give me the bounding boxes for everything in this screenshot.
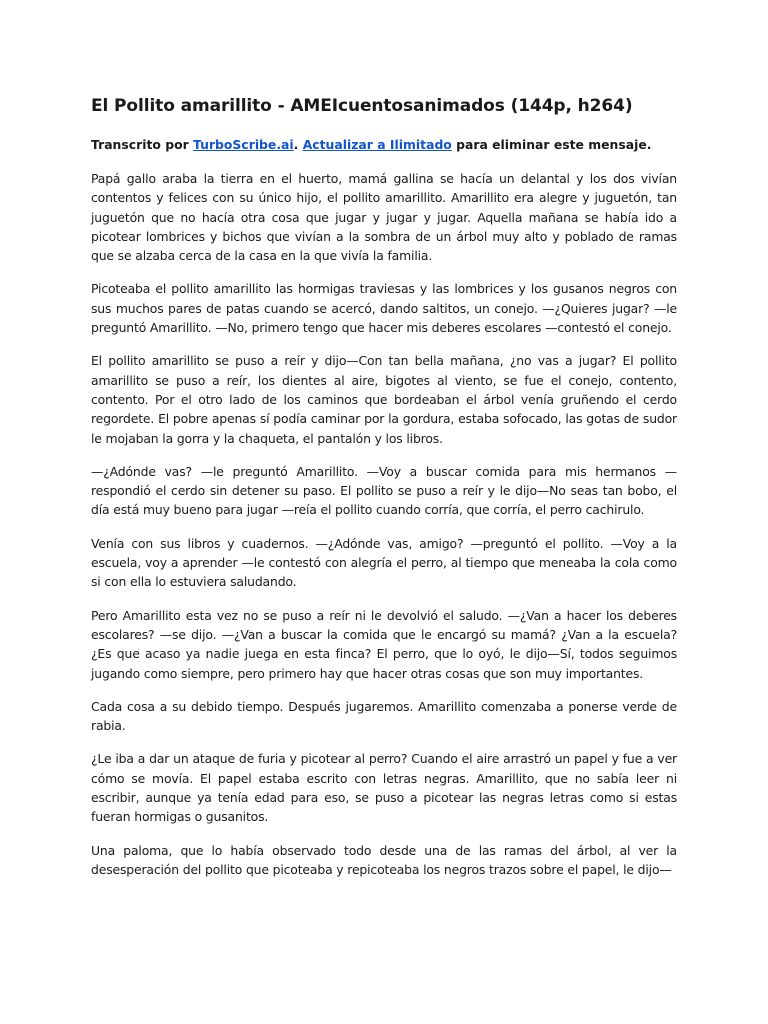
paragraph: Picoteaba el pollito amarillito las hormigas traviesas y las lombrices y los gusanos negros con sus muchos pares de patas cuando se acercó, dando saltitos, un conejo. —¿Quieres jugar? —le preguntó Amarillito. —No, primero tengo que hacer mis deberes escolares —contestó el conejo. bbox=[91, 281, 677, 336]
paragraph: Pero Amarillito esta vez no se puso a reír ni le devolvió el saludo. —¿Van a hacer los deberes escolares? —se dijo. —¿Van a buscar la comida que le encargó su mamá? ¿Van a la escuela? ¿Es que acaso ya nadie juega en esta finca? El perro, que lo oyó, le dijo—Sí, todos seguimos jugando como siempre, pero primero hay que hacer otras cosas que son muy importantes. bbox=[91, 607, 677, 681]
paragraph: Venía con sus libros y cuadernos. —¿Adónde vas, amigo? —preguntó el pollito. —Voy a la escuela, voy a aprender —le contestó con alegría el perro, al tiempo que meneaba la cola como si con ella lo estuviera saludando. bbox=[91, 535, 677, 590]
paragraph: Papá gallo araba la tierra en el huerto, mamá gallina se hacía un delantal y los dos vivían contentos y felices con su único hijo, el pollito amarillito. Amarillito era alegre y juguetón, tan juguetón que no hacía otra cosa que jugar y jugar y jugar. Aquella mañana se había ido a picotear lombrices y bichos que vivían a la sombra de un árbol muy alto y poblado de ramas que se alzaba cerca de la casa en la que vivía la familia. bbox=[91, 171, 677, 264]
paragraph: Una paloma, que lo había observado todo desde una de las ramas del árbol, al ver la desesperación del pollito que picoteaba y repicoteaba los negros trazos sobre el papel, le dijo— bbox=[91, 842, 677, 877]
transcription-notice bbox=[91, 135, 677, 154]
paragraph: —¿Adónde vas? —le preguntó Amarillito. —Voy a buscar comida para mis hermanos — respondió el cerdo sin detener su paso. El pollito se puso a reír y le dijo—No seas tan bobo, el día está muy bueno para jugar —reía el pollito cuando corría, que corría, el perro cachirulo. bbox=[91, 463, 677, 518]
turboscribe-link[interactable]: TurboScribe.ai bbox=[193, 137, 294, 152]
notice-prefix: Transcrito por bbox=[91, 137, 194, 152]
document-title: El Pollito amarillito - AMEIcuentosanimados (144p, h264) bbox=[91, 96, 633, 116]
upgrade-link[interactable]: Actualizar a Ilimitado bbox=[302, 137, 452, 152]
document-page bbox=[91, 93, 677, 893]
paragraph: ¿Le iba a dar un ataque de furia y picotear al perro? Cuando el aire arrastró un papel y fue a ver cómo se movía. El papel estaba escrito con letras negras. Amarillito, que no sabía leer ni escribir, aunque ya tenía edad para eso, se puso a picotear las negras letras como si estas fueran hormigas o gusanitos. bbox=[91, 751, 677, 825]
notice-suffix: para eliminar este mensaje. bbox=[451, 137, 652, 152]
notice-middle: . bbox=[293, 137, 303, 152]
paragraph: El pollito amarillito se puso a reír y dijo—Con tan bella mañana, ¿no vas a jugar? El pollito amarillito se puso a reír, los dientes al aire, bigotes al viento, se fue el conejo, contento, contento. Por el otro lado de los caminos que bordeaban el árbol venía gruñendo el cerdo regordete. El pobre apenas sí podía caminar por la gordura, estaba sofocado, las gotas de sudor le mojaban la gorra y la chaqueta, el pantalón y los libros. bbox=[91, 353, 677, 446]
paragraph: Cada cosa a su debido tiempo. Después jugaremos. Amarillito comenzaba a ponerse verde de rabia. bbox=[91, 698, 677, 734]
